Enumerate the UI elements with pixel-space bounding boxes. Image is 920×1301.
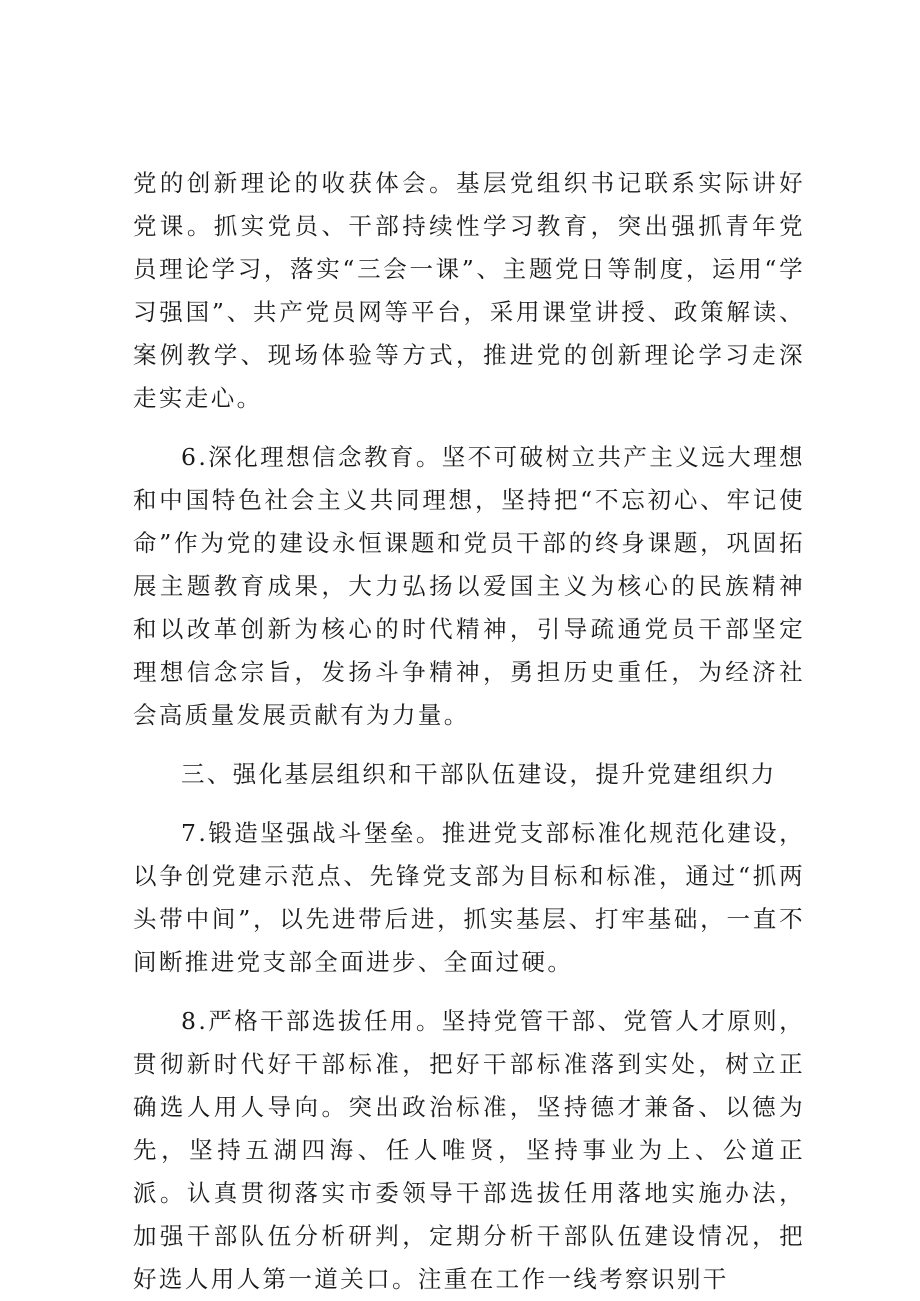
paragraph-item-8: 8.严格干部选拔任用。坚持党管干部、党管人才原则，贯彻新时代好干部标准，把好干部标准落到实处，树立正确选人用人导向。突出政治标准，坚持德才兼备、以德为先，坚持五湖四海、任人唯贤，坚持事业为上、公道正派。认真贯彻落实市委领导干部选拔任用落地实施办法，加强干部队伍分析研判，定期分析干部队伍建设情况，把好选人用人第一道关口。注重在工作一线考察识别干 bbox=[133, 1007, 805, 1293]
document-page bbox=[133, 162, 805, 1301]
paragraph-item-6: 6.深化理想信念教育。坚不可破树立共产主义远大理想和中国特色社会主义共同理想，坚持把“不忘初心、牢记使命”作为党的建设永恒课题和党员干部的终身课题，巩固拓展主题教育成果，大力弘扬以爱国主义为核心的民族精神和以改革创新为核心的时代精神，引导疏通党员干部坚定理想信念宗旨，发扬斗争精神，勇担历史重任，为经济社会高质量发展贡献有为力量。 bbox=[133, 443, 805, 729]
paragraph-continuation: 党的创新理论的收获体会。基层党组织书记联系实际讲好党课。抓实党员、干部持续性学习教育，突出强抓青年党员理论学习，落实“三会一课”、主题党日等制度，运用“学习强国”、共产党员网等平台，采用课堂讲授、政策解读、案例教学、现场体验等方式，推进党的创新理论学习走深走实走心。 bbox=[133, 169, 805, 412]
paragraph-item-7: 7.锻造坚强战斗堡垒。推进党支部标准化规范化建设，以争创党建示范点、先锋党支部为目标和标准，通过“抓两头带中间”，以先进带后进，抓实基层、打牢基础，一直不间断推进党支部全面进步、全面过硬。 bbox=[133, 819, 805, 976]
section-heading-3: 三、强化基层组织和干部队伍建设，提升党建组织力 bbox=[181, 760, 777, 788]
